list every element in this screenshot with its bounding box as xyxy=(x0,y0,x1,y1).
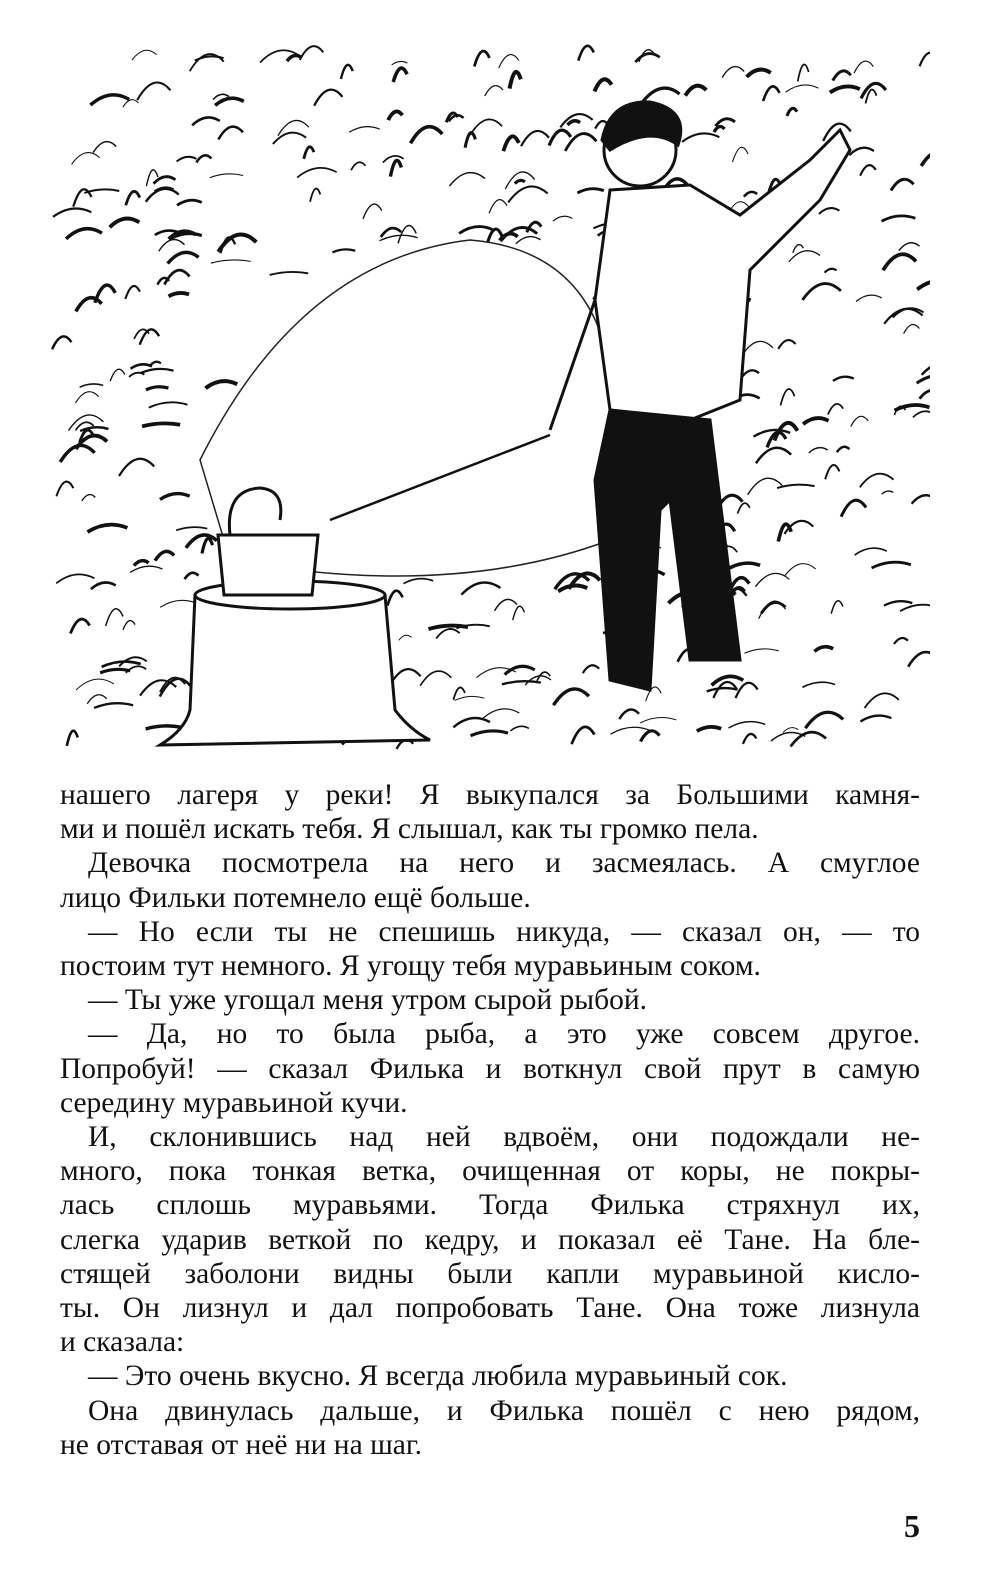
hatch-stroke xyxy=(785,564,816,576)
hatch-stroke xyxy=(202,538,212,553)
text-line: середину муравьиной кучи. xyxy=(60,1086,408,1119)
hatch-stroke xyxy=(763,86,779,101)
hatch-stroke xyxy=(828,404,843,415)
text-line: — Ты уже угощал меня утром сырой рыбой. xyxy=(88,984,648,1017)
hatch-stroke xyxy=(510,726,529,731)
hatch-stroke xyxy=(904,324,920,333)
hatch-stroke xyxy=(132,50,157,60)
hatch-stroke xyxy=(508,186,547,202)
hatch-stroke xyxy=(747,70,771,77)
hatch-stroke xyxy=(155,551,174,560)
hatch-stroke xyxy=(516,237,541,244)
hatch-stroke xyxy=(177,157,197,162)
hatch-stroke xyxy=(849,148,874,155)
hatch-stroke xyxy=(404,579,434,584)
hatch-stroke xyxy=(756,448,791,464)
hatch-stroke xyxy=(192,117,220,125)
hatch-stroke xyxy=(56,482,73,497)
hatch-stroke xyxy=(110,218,140,227)
hatch-stroke xyxy=(215,98,244,105)
hatch-stroke xyxy=(76,679,114,690)
hatch-stroke xyxy=(169,293,189,296)
hatch-stroke xyxy=(205,381,237,388)
hatch-stroke xyxy=(884,601,912,605)
hatch-stroke xyxy=(146,726,182,729)
hatch-stroke xyxy=(137,83,170,101)
hatch-stroke xyxy=(714,127,724,133)
hatch-stroke xyxy=(513,606,525,620)
hatch-stroke xyxy=(82,495,95,501)
hatch-stroke xyxy=(841,500,866,517)
hatch-stroke xyxy=(510,72,521,89)
hatch-stroke xyxy=(160,494,190,500)
hatch-stroke xyxy=(146,189,179,202)
hatch-stroke xyxy=(159,239,185,251)
hatch-stroke xyxy=(743,734,756,744)
hatch-stroke xyxy=(70,619,89,634)
hatch-stroke xyxy=(781,389,795,405)
hatch-stroke xyxy=(177,200,202,205)
hatch-stroke xyxy=(505,666,535,674)
hatch-stroke xyxy=(865,693,899,708)
hatch-stroke xyxy=(332,249,355,252)
hatch-stroke xyxy=(390,669,421,685)
hatch-stroke xyxy=(912,495,930,503)
hatch-stroke xyxy=(866,90,877,104)
hatch-stroke xyxy=(610,727,650,734)
hatch-stroke xyxy=(682,133,719,141)
hatch-stroke xyxy=(66,229,102,239)
hatch-stroke xyxy=(67,731,78,746)
hatch-stroke xyxy=(825,465,839,479)
hatch-stroke xyxy=(558,586,587,592)
hatch-stroke xyxy=(917,281,930,290)
text-line: лицо Фильки потемнело ещё больше. xyxy=(60,881,531,914)
hatch-stroke xyxy=(494,599,517,610)
hatch-stroke xyxy=(210,174,243,178)
hatch-stroke xyxy=(515,180,525,183)
hatch-stroke xyxy=(196,155,211,162)
hatch-stroke xyxy=(483,709,519,718)
hatch-stroke xyxy=(882,216,916,221)
hatch-stroke xyxy=(921,151,930,166)
hatch-stroke xyxy=(90,95,129,105)
hatch-stroke xyxy=(310,189,320,202)
hatch-stroke xyxy=(218,234,256,251)
hatch-stroke xyxy=(798,64,809,81)
hatch-stroke xyxy=(891,179,914,190)
stump xyxy=(160,581,430,745)
hatch-stroke xyxy=(814,647,833,652)
hatch-stroke xyxy=(72,153,100,165)
hatch-stroke xyxy=(471,731,508,736)
hatch-stroke xyxy=(125,286,140,299)
hatch-stroke xyxy=(76,298,102,312)
text-line: нашего лагеря у реки! Я выкупался за Большими камня- xyxy=(60,779,920,811)
text-line: Девочка посмотрела на него и засмеялась. А смуглое xyxy=(88,847,920,880)
hatch-stroke xyxy=(489,200,507,214)
hatch-stroke xyxy=(594,79,611,91)
hatch-stroke xyxy=(742,370,759,376)
hatch-stroke xyxy=(583,665,599,673)
hatch-stroke xyxy=(126,191,140,205)
hatch-stroke xyxy=(387,591,402,606)
hatch-stroke xyxy=(833,377,854,381)
hatch-stroke xyxy=(459,227,492,234)
hatch-stroke xyxy=(130,566,162,572)
hatch-stroke xyxy=(56,574,94,583)
hatch-stroke xyxy=(553,689,589,705)
hatch-stroke xyxy=(722,67,744,78)
hatch-stroke xyxy=(831,601,843,614)
hatch-stroke xyxy=(748,478,783,495)
hatch-stroke xyxy=(154,177,176,184)
hatch-stroke xyxy=(742,341,773,355)
hatch-stroke xyxy=(920,53,930,67)
hatch-stroke xyxy=(123,621,135,630)
hatch-stroke xyxy=(211,260,251,263)
hatch-stroke xyxy=(913,411,930,417)
hatch-stroke xyxy=(129,373,144,377)
hatch-stroke xyxy=(860,165,876,176)
hatch-stroke xyxy=(392,61,408,65)
hatch-stroke xyxy=(733,147,749,162)
hatch-stroke xyxy=(140,329,159,344)
text-line: много, пока тонкая ветка, очищенная от коры, не покры- xyxy=(60,1155,920,1188)
hatch-stroke xyxy=(521,131,549,146)
hatch-stroke xyxy=(304,147,314,159)
text-line: Попробуй! — сказал Филька и воткнул свой прут в самую xyxy=(60,1052,920,1085)
text-line: постоим тут немного. Я угощу тебя муравьиным соком. xyxy=(60,950,761,983)
hatch-stroke xyxy=(736,683,758,698)
hatch-stroke xyxy=(52,336,71,349)
hatch-stroke xyxy=(110,369,125,381)
story-text xyxy=(60,778,920,1462)
hatch-stroke xyxy=(707,688,738,691)
hatch-stroke xyxy=(883,254,916,270)
hatch-stroke xyxy=(783,728,798,733)
hatch-stroke xyxy=(685,86,706,96)
hatch-stroke xyxy=(398,225,416,243)
hatch-stroke xyxy=(872,562,911,568)
hatch-stroke xyxy=(270,272,308,275)
hatch-stroke xyxy=(578,46,593,61)
hatch-stroke xyxy=(393,68,407,82)
hatch-stroke xyxy=(860,474,894,488)
hatch-stroke xyxy=(851,416,868,426)
hatch-stroke xyxy=(388,111,402,120)
hatch-stroke xyxy=(860,716,891,722)
hatch-stroke xyxy=(146,387,168,390)
hatch-stroke xyxy=(778,340,795,349)
hatch-stroke xyxy=(809,448,828,453)
hatch-stroke xyxy=(567,121,580,125)
hatch-stroke xyxy=(802,682,835,687)
hatch-stroke xyxy=(744,192,757,197)
hatch-stroke xyxy=(470,119,502,135)
hatch-stroke xyxy=(922,363,930,375)
hatch-stroke xyxy=(455,696,485,700)
hatch-stroke xyxy=(640,731,659,742)
hatch-stroke xyxy=(485,86,503,96)
hatch-stroke xyxy=(142,423,180,426)
hatch-stroke xyxy=(803,418,828,424)
hatch-stroke xyxy=(75,392,98,403)
hatch-stroke xyxy=(856,295,882,301)
text-line: Она двинулась дальше, и Филька пошёл с нею рядом, xyxy=(88,1394,920,1427)
text-line: — Но если ты не спешишь никуда, — сказал он, — то xyxy=(88,915,920,948)
text-line: — Да, но то была рыба, а это уже совсем другое. xyxy=(88,1018,920,1051)
hatch-stroke xyxy=(123,100,139,108)
hatch-stroke xyxy=(297,168,337,178)
hatch-stroke xyxy=(106,609,123,626)
hatch-stroke xyxy=(729,563,760,568)
hatch-stroke xyxy=(349,127,380,133)
hatch-stroke xyxy=(755,573,789,586)
hatch-stroke xyxy=(300,46,324,60)
hatch-stroke xyxy=(119,459,154,476)
hatch-stroke xyxy=(287,55,302,61)
text-line: И, склонившись над ней вдвоём, они подождали не- xyxy=(88,1121,920,1154)
text-line: ми и пошёл искать тебя. Я слышал, как ты громко пела. xyxy=(60,813,759,846)
hatch-stroke xyxy=(399,635,412,640)
hatch-stroke xyxy=(134,561,149,566)
hatch-stroke xyxy=(920,390,930,398)
hatch-stroke xyxy=(744,649,778,653)
hatch-stroke xyxy=(390,160,401,176)
hatch-stroke xyxy=(218,127,243,140)
hatch-stroke xyxy=(131,364,152,368)
hatch-stroke xyxy=(420,671,451,686)
hatch-stroke xyxy=(738,503,750,513)
hatch-stroke xyxy=(882,491,894,494)
hatch-stroke xyxy=(149,402,188,407)
text-line: слегка ударив веткой по кедру, и показал её Тане. На бле- xyxy=(60,1223,920,1256)
hatch-stroke xyxy=(854,61,873,73)
hatch-stroke xyxy=(908,652,930,667)
hatch-stroke xyxy=(553,216,572,221)
hatch-stroke xyxy=(643,88,680,101)
hatch-stroke xyxy=(640,717,676,723)
hatch-stroke xyxy=(917,375,930,383)
hatch-stroke xyxy=(577,189,603,193)
hatch-stroke xyxy=(168,252,199,263)
hatch-stroke xyxy=(453,718,490,727)
hatch-stroke xyxy=(80,384,104,387)
hatch-stroke xyxy=(713,682,736,698)
text-line: и сказала: xyxy=(60,1326,185,1359)
hatch-stroke xyxy=(474,51,489,66)
page-number: 5 xyxy=(904,1508,920,1544)
hatch-stroke xyxy=(715,119,735,126)
hatch-stroke xyxy=(363,204,382,219)
hatch-stroke xyxy=(894,638,908,644)
hatch-stroke xyxy=(787,108,797,116)
hatch-stroke xyxy=(791,732,826,746)
text-line: стящей заболони видны были капли муравьиной кисло- xyxy=(60,1257,920,1290)
hatch-stroke xyxy=(619,709,639,719)
hatch-stroke xyxy=(728,722,765,728)
hatch-stroke xyxy=(833,71,851,81)
hatch-stroke xyxy=(141,369,174,373)
hatch-stroke xyxy=(837,447,850,452)
hatch-stroke xyxy=(502,681,541,684)
hatch-stroke xyxy=(805,712,843,728)
hatch-stroke xyxy=(273,133,306,144)
hatch-stroke xyxy=(185,573,199,579)
hatch-stroke xyxy=(549,130,571,145)
hatch-stroke xyxy=(151,362,161,365)
hatch-stroke xyxy=(146,170,158,186)
hatch-stroke xyxy=(572,727,595,744)
hatch-stroke xyxy=(449,173,485,187)
hatch-stroke xyxy=(53,209,91,217)
hatch-stroke xyxy=(176,527,207,530)
hatch-stroke xyxy=(314,90,342,106)
hatch-stroke xyxy=(819,208,840,214)
hatch-stroke xyxy=(160,600,197,607)
hatch-stroke xyxy=(341,65,353,79)
hatch-stroke xyxy=(499,55,519,68)
hatch-stroke xyxy=(93,142,116,153)
hatch-stroke xyxy=(900,605,930,611)
hatch-stroke xyxy=(503,136,518,151)
hatch-stroke xyxy=(91,583,116,590)
hatch-stroke xyxy=(87,695,107,704)
hatch-stroke xyxy=(94,703,133,708)
text-line: — Это очень вкусно. Я всегда любила муравьиный сок. xyxy=(88,1360,788,1393)
text-line: лась сплошь муравьями. Тогда Филька стряхнул их, xyxy=(60,1189,920,1222)
hatch-stroke xyxy=(410,127,442,144)
hatch-stroke xyxy=(825,269,837,273)
hatch-stroke xyxy=(88,525,128,532)
hatch-stroke xyxy=(830,86,860,92)
text-line: ты. Он лизнул и дал попробовать Тане. Она тоже лизнула xyxy=(60,1292,920,1325)
anthill xyxy=(200,240,610,576)
hatch-stroke xyxy=(802,284,840,300)
hatch-stroke xyxy=(899,243,920,251)
hatch-stroke xyxy=(476,668,515,678)
hatch-stroke xyxy=(164,270,189,284)
text-line: не отставая от неё ни на шаг. xyxy=(60,1428,423,1461)
illustration xyxy=(50,40,930,760)
hatch-stroke xyxy=(855,548,887,555)
hatch-stroke xyxy=(461,582,500,594)
hatch-stroke xyxy=(351,162,365,170)
hatch-stroke xyxy=(697,727,721,731)
hatch-stroke xyxy=(436,629,460,639)
hatch-stroke xyxy=(786,85,819,92)
